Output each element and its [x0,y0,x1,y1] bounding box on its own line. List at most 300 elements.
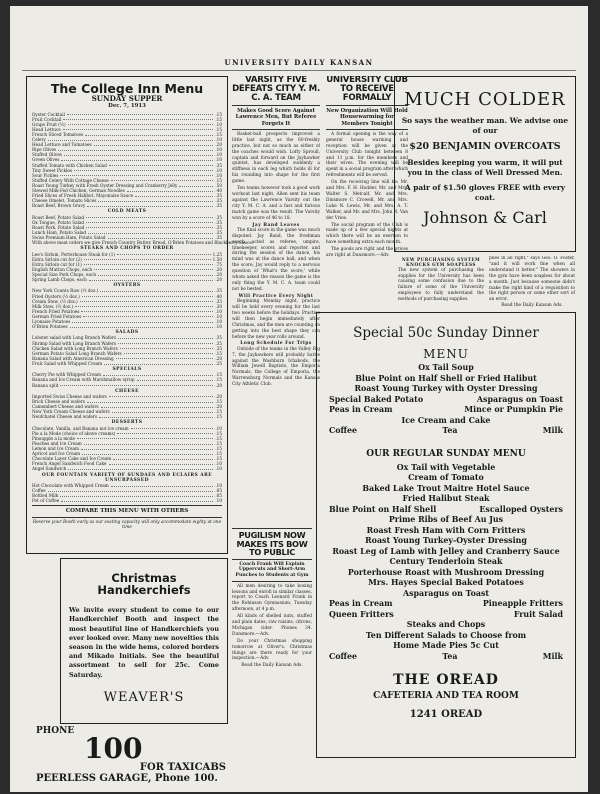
menu-item-price: .10 [215,324,222,330]
leader-dots [127,188,214,192]
menu-item-name: Swiss Premium Ham, Potato Salad [32,235,106,241]
divider [232,105,320,106]
leader-dots [70,324,214,328]
leader-dots [124,351,214,355]
menu-item-name: Fruit Cocktail [32,116,62,122]
regular-menu-heading: OUR REGULAR SUNDAY MENU [366,448,526,459]
menu-item-name: Fried Oysters (½ doz.) [32,293,80,299]
menu-item-price: .35 [215,345,222,351]
club-subhead: New Organization Will Hold Housewarming for Members Tonight [326,108,408,127]
menu-item [32,361,222,366]
divider [232,528,312,529]
dinner-item: Peas in Cream [329,599,393,608]
leader-dots [60,173,213,177]
divider [32,505,222,506]
leader-dots [58,147,213,151]
menu-item [32,414,222,419]
purchasing-headline: NEW PURCHASING SYSTEM KNOCKS GYM SOAPLESS [401,257,481,268]
menu-section-heading: OUR FOUNTAIN VARIETY OF SUNDAES AND ECLAIRS ARE UNSURPASSED [41,472,213,483]
leader-dots [61,498,213,502]
menu-item-price: .30 [215,303,222,309]
read-kansan-ads: Read the Daily Kansan Ads. [241,663,303,669]
johnson-carl-signature: Johnson & Carl [423,208,547,227]
menu-item-name: Celery [32,137,46,143]
dinner-item: Asparagus on Toast [476,394,563,404]
menu-item-price: .10 [215,466,222,472]
menu-item-price: .10 [215,152,222,158]
paragraph: Ten teams however took a good work workout last night. Allen sent his team against the Lawrence Varsity out the city Y. M. C. A. and a fast and furious match game was the result. The Varsity won by a score of 46 to 18. [232,186,320,221]
leader-dots [131,426,214,430]
masthead: UNIVERSITY DAILY KANSAN [22,58,576,71]
leader-dots [74,168,213,172]
menu-item-name: Pot of Coffee [32,498,60,504]
dinner-item: Peas in Cream [329,405,393,414]
college-inn-sections [32,111,254,504]
menu-item-name: German Fried Potatoes [32,313,82,319]
divider [232,129,320,130]
leader-dots [100,288,213,292]
menu-item-price: .35 [215,214,222,220]
leader-dots [75,304,213,308]
menu-item-price: 1.25 [212,251,222,257]
purchasing-body: The new system of purchasing the supplies for the University has been causing some confusion due to the failure of some of the University employees to fully understand the methods of purchasing supplies. [398,267,484,303]
menu-item-price: .10 [215,425,222,431]
leader-dots [86,220,213,224]
handkerchiefs-title: Christmas Handkerchiefs [97,571,191,598]
menu-item-name: Apricot and Ice Cream [32,451,81,457]
leader-dots [48,137,213,141]
leader-dots [108,235,214,239]
overcoat-offer: $20 BENJAMIN OVERCOATS [409,141,561,152]
leader-dots [64,152,214,156]
college-inn-title: The College Inn Menu [50,81,204,96]
leader-dots [63,117,213,121]
paragraph: Basket-ball prospects improved a little last night, as the 60-freshly practice, but not so much as either of the coaches would wish. Lofty Sproull, captain and forward on the Jayhawker quintet, has developed suddenly a stiffness in each leg which holds ill for his rounding into shape for the first game. [232,131,320,185]
menu-item-price: .05 [215,493,222,499]
leader-dots [84,262,214,266]
dinner-item: Roast Leg of Lamb with Jelley and Cranberry Sauce [332,546,560,556]
dinner-item: Queen Fritters [329,609,394,619]
menu-item-price: .35 [215,198,222,204]
dinner-item: Cream of Tomato [408,473,484,482]
leader-dots [118,341,213,345]
dinner-item: Home Made Pies 5c Cut [393,641,499,650]
menu-item-price: .35 [215,335,222,341]
menu-item-price: .20 [215,271,222,277]
menu-item-price: .15 [215,451,222,457]
menu-item [32,203,222,208]
oread-name: THE OREAD [393,672,499,688]
divider [32,517,222,518]
menu-item-price: .20 [215,404,222,410]
leader-dots [104,361,213,365]
menu-item-name: Peaches and Ice Cream [32,440,82,446]
menu-item-name: Head Lettuce [32,126,61,132]
divider [232,559,312,560]
leader-dots [87,399,213,403]
menu-item-name: Tiny Sweet Pickles [32,167,72,173]
menu-item-price: .15 [215,372,222,378]
leader-dots [82,451,213,455]
dinner-item: Porterhouse Roast with Mushroom Dressing [347,567,545,577]
leader-dots [94,267,213,271]
leader-dots [68,466,213,470]
menu-item-price: .10 [215,121,222,127]
menu-item-name: Stewed Milk-Fed Chicken, German Noodles [32,188,125,194]
menu-item-name: Cheese Omelet, Tomato Slices [32,198,97,204]
varsity-headline: VARSITY FIVE DEFEATS CITY Y. M. C. A. TEAM [232,76,320,104]
weavers-store-name: WEAVER'S [103,689,185,705]
leader-dots [135,193,213,197]
menu-item-name: Chocolate, Vanilla, and Banana nut ice cream [32,425,129,431]
leader-dots [88,230,213,234]
menu-item-price: 1.50 [212,256,222,262]
menu-item-name: Angel Sandwich [32,466,67,472]
paragraph: The social program of the Club is made up of a few special nights at which there will be an exertion to have something extra each month. [326,222,408,246]
oread-address: 1241 OREAD [409,709,483,720]
menu-item-price: .15 [215,126,222,132]
peerless-garage: PEERLESS GARAGE, Phone 100. [36,773,218,784]
gloves-offer: A pair of $1.50 gloves FREE with every coat. [404,183,566,202]
menu-section-heading: CHEESE [115,388,139,394]
dinner-item: Fried Halibut Steak [402,494,490,503]
varsity-article [232,76,320,524]
leader-dots [84,441,214,445]
menu-section-heading: COLD MEATS [107,209,147,215]
menu-item-price: .15 [215,435,222,441]
menu-item-price: .10 [215,147,222,153]
menu-item-price: .15 [215,116,222,122]
menu-item-price: .35 [215,340,222,346]
menu-item-name: English Mutton Chops, each [32,266,93,272]
menu-item-name: Banana and Ice Cream with Marshmallow syrup [32,377,135,383]
menu-item [32,277,222,282]
dinner-item: Mrs. Hayes Special Baked Potatoes [368,578,524,587]
paragraph: The goods are right and the prices are right at Dunsmore.—Adv. [326,247,408,259]
dinner-item: Coffee [329,651,358,661]
dinner-item: Century Tenderloin Steak [389,557,503,566]
menu-item-price: .10 [215,172,222,178]
leader-dots [84,257,211,261]
menu-item-price: .35 [215,298,222,304]
leader-dots [111,483,214,487]
leader-dots [82,294,214,298]
dinner-item: Tea [442,426,458,435]
dinner-item-row [325,395,567,406]
dinner-item-row [325,599,567,610]
oread-dinner-ad [316,312,576,758]
purchasing-continued: plies in all right," says Geo. O. Foster, "and it will work fine when all understand it better." The showers in the gym have been soapless for about a month. Just because someone didn't make the right kind of a requisition to the right person or some other sort of an error. [489,256,575,303]
leader-dots [111,178,214,182]
menu-item-name: Ripe Olives [32,147,57,153]
handkerchiefs-ad [60,558,228,724]
menu-item-price: .15 [215,409,222,415]
leader-dots [77,436,213,440]
dinner-item-row [325,652,567,663]
pugilism-body [232,584,312,670]
menu-item [32,383,222,388]
menu-item-price: .20 [215,393,222,399]
menu-item [32,240,254,246]
menu-item-name: Bottled Milk [32,493,59,499]
much-colder-headline: MUCH COLDER [404,89,566,110]
leader-dots [86,225,213,229]
regular-items [325,463,567,663]
menu-item-name: French Angel Sandwich Food Cake [32,461,107,467]
taxicab-ad [36,726,226,790]
leader-dots [89,277,214,281]
menu-item-name: Cream Stew, (½ doz.) [32,298,78,304]
menu-item-name: Extra Sirloin cut for (1) [32,261,82,267]
menu-item-name: Roast Pork, Potato Salad [32,224,85,230]
much-colder-ad [394,76,576,252]
special-dinner-heading: Special 50c Sunday Dinner [353,325,539,341]
menu-item-name: Hot Chocolate with Whipped Cream [32,483,109,489]
menu-item-price: .35 [215,162,222,168]
dinner-item: Tea [442,651,458,661]
menu-item-name: Pineapple a la mode [32,435,75,441]
leader-dots [68,122,214,126]
menu-item-price: .15 [215,177,222,183]
menu-item [32,466,222,471]
purchasing-article [398,256,576,308]
leader-dots [118,335,213,339]
menu-item-name: Pie a la Mode (choice of above creams) [32,430,116,436]
menu-item-name: Oyster Cocktail [32,111,65,117]
paragraph: All men desiring to take boxing lessons and enroll in similar classes, report to Coach Leonard Frank in the Robinson Gymnasium, Tuesday afternoon, at 4 p.m. [232,583,312,613]
menu-item-price: .10 [215,308,222,314]
menu-item-name: Green Olives [32,157,60,163]
menu-section-heading: OYSTERS [113,283,141,289]
menu-section-heading: STEAKS AND CHOPS TO ORDER [80,246,174,252]
leader-dots [116,356,214,360]
newspaper-page [10,6,588,792]
leader-dots [94,142,214,146]
menu-item-name: Roast Beef, Potato Salad [32,214,85,220]
menu-item [32,324,222,329]
menu-item-price: .10 [215,157,222,163]
varsity-subhead: Makes Good Score Against Lawrence Men, But Referee Forgets It [235,108,317,127]
paragraph: On the receiving line will be: Mr. and Mrs. F. H. Hodder, Mr. and Mrs. Walter S. Metcalf, Mr. and Mrs. Dinsmore C. Crowell, Mr. and Mrs. Luke N. Lewis, Mr. and Mrs. A. T. Walker, and Mr. and Mrs. John N. Van der Vries. [326,180,408,221]
menu-item-price: .25 [215,360,222,366]
leader-dots [81,446,213,450]
leader-dots [63,127,214,131]
dinner-item: Ice Cream and Cake [401,415,491,425]
menu-item-price: .15 [215,414,222,420]
leader-dots [86,215,213,219]
leader-dots [109,394,214,398]
special-items [325,363,567,437]
pugilism-article [232,526,312,762]
menu-item-name: Stuffed Olives [32,152,62,158]
dinner-item: Coffee [329,426,358,435]
menu-section-heading: SALADS [115,330,139,336]
dinner-item: Blue Point on Half Shell or Fried Halibut [355,373,537,383]
leader-dots [85,132,213,136]
dinner-item-row [325,426,567,437]
leader-dots [83,314,213,318]
menu-item-price: .35 [215,203,222,209]
menu-item-price: .20 [215,355,222,361]
menu-item-name: Brick Cheese and wafers [32,398,85,404]
dinner-item: Roast Fresh Ham with Corn Fritters [366,525,526,535]
menu-item-price: .35 [215,288,222,294]
menu-item-name: Milk Stew, (½ doz.) [32,303,74,309]
leader-dots [109,163,213,167]
section-head: Long Schedule For Trips [240,341,312,347]
paragraph: All kinds of shelled nuts, stuffed and plain dates, raw raisins, citrons, Michigan cider. Phones 34. Dunsmore.—Adv. [232,614,312,637]
menu-item-name: New York Counts Raw (½ doz.) [32,288,99,294]
paragraph: Beginning Monday night, practice will be held every evening for the last two weeks before the holidays. Practice will then begin immediately after Christmas, and the men are counting on getting into the best shape they can before the new year rolls around. [232,299,320,340]
menu-item-name: Chicken Salad with Long Branch Wafers [32,345,118,351]
menu-item-name: Spring Lamb Chops, each [32,277,87,283]
menu-item-name: Grape Fruit (½) [32,121,66,127]
leader-dots [117,431,213,435]
taxicab-label: FOR TAXICABS [139,762,226,773]
menu-item-name: Shrimp Salad with Long Branch Wafers [32,340,117,346]
dinner-item: Blue Point on Half Shell [329,504,437,514]
menu-item-name: Neufchatel Cheese and wafers [32,414,98,420]
menu-item-name: Coffee [32,488,46,494]
menu-item-price: .05 [215,488,222,494]
menu-item-price: .10 [215,313,222,319]
dinner-item: Ox Tail Soup [418,363,474,372]
dinner-item: Steaks and Chops [406,620,486,629]
paragraph: The final score in the game was much disputed. Jay Band, the freshman coach, acted as referee, umpire, timekeeper, scorer, and reporter, and during the session of the dance, his mind was at the dance ball, and when the score, Jay would reply to a nervous question of 'What's the score,' while whom asked the reason the game is the only thing the Y. M. C. A. team could not be bested. [232,227,320,292]
menu-item-name: Fried Slices of Fresh Halibut, Mayonaise Sauce [32,193,134,199]
much-colder-body: Besides keeping you warm, it will put you in the class of Well Dressed Men. [407,158,563,177]
leader-dots [99,414,213,418]
dinner-item: Milk [542,651,563,661]
leader-dots [113,456,213,460]
much-colder-tagline: So says the weather man. We advise one of our [401,116,569,135]
read-kansan-ads: Read the Daily Kansan Ads. [501,303,563,308]
paragraph: Do your Christmas shopping tomorrow at Oliver's. Christmas things are there ready for your inspection.—Adv. [232,638,312,662]
leader-dots [101,404,214,408]
handkerchiefs-body: We invite every student to come to our Handkerchief Booth and inspect the most beautiful line of Handkerchiefs you ever looked over. Many new novelties this season in the wide hems, colored borders and Mikado Initials. See the beautiful assortment to sell for 25c. Come Saturday. [69,606,219,679]
phone-label: PHONE [36,726,75,736]
club-headline: UNIVERSITY CLUB TO RECEIVE FORMALLY [326,76,408,104]
college-inn-menu-ad [26,76,254,554]
varsity-body [232,132,320,388]
paragraph: Outside of the teams in the Valley Big 7, the Jayhawkers will probably battle against the Washburn Ichabods, the William Jewell Baptists, the Emporia Normals, the College of Emporia, the Warrensburg Normals and the Kansas City Athletic Club. [232,346,320,388]
oread-subtitle: CAFETERIA AND TEA ROOM [373,691,519,701]
leader-dots [61,157,213,161]
menu-item-name: Stuffed Celery With Cottage Cheese [32,177,109,183]
compare-banner: COMPARE THIS MENU WITH OTHERS [65,508,189,515]
menu-label: MENU [423,347,469,361]
menu-item-price: .40 [215,188,222,194]
section-head: Will Practice Every Night [238,293,314,299]
menu-item-name: French Fried Potatoes [32,308,80,314]
menu-item [32,498,222,503]
menu-item-name: Fruit Salad with Whipped Cream [32,360,103,366]
dinner-item: Roast Young Turkey-Oyster Dressing [365,536,527,545]
menu-section-heading: SPECIALS [112,367,142,373]
menu-item-name: Stuffed Tomato with Chicken Salad [32,162,107,168]
leader-dots [48,488,214,492]
menu-item-name: German Potato Salad Long Branch Wafers [32,350,122,356]
menu-item-name: Extra Sirloin cut for (2) [32,256,82,262]
menu-item-name: French Sliced Tomatoes [32,131,84,137]
leader-dots [112,409,214,413]
menu-item-name: Banana split [32,382,59,388]
leader-dots [120,346,214,350]
leader-dots [117,252,211,256]
menu-item-price: .15 [215,131,222,137]
phone-number: 100 [84,732,143,765]
leader-dots [81,309,213,313]
menu-item-price: .10 [215,318,222,324]
dinner-item: Fruit Salad [513,609,563,619]
reserve-note: Reserve your Booth early as our seating capacity will only accommodate eighty at one time [32,519,222,531]
leader-dots [103,372,213,376]
leader-dots [109,461,214,465]
leader-dots [80,299,214,303]
leader-dots [98,198,213,202]
dinner-item: Roast Young Turkey with Oyster Dressing [354,384,538,393]
leader-dots [98,272,213,276]
menu-item-price: .35 [215,229,222,235]
leader-dots [87,203,213,207]
menu-item-name: Imported Swiss Cheese and wafers [32,393,107,399]
menu-item-name: Roast Young Turkey with Fresh Oyster Dressing and Cranberry Jelly [32,182,178,188]
menu-item-price: .20 [215,277,222,283]
menu-item-price: .10 [215,498,222,504]
menu-item-name: Lyonaise Potatoes [32,318,71,324]
dinner-item: Pineapple Fritters [482,599,563,608]
leader-dots [60,383,213,387]
pugilism-subhead: Coach Frank Will Explain Uppercuts and Short-Arm Punches to Students at Gym [235,561,309,579]
dinner-item-row [325,405,567,416]
menu-item-price: .15 [215,377,222,383]
menu-item-price: .15 [215,111,222,117]
menu-item-price: .50 [215,182,222,188]
menu-item-price: .10 [215,137,222,143]
menu-item-price: .15 [215,350,222,356]
menu-item-name: Special Size Pork Chops, each [32,271,97,277]
menu-item-name: Ox Tongue, Potato Salad [32,219,85,225]
menu-item-price: .35 [215,224,222,230]
menu-item-name: New York Cream Cheese and wafers [32,409,110,415]
dinner-item-row [325,610,567,621]
dinner-item: Escalloped Oysters [479,504,563,514]
menu-item-price: .10 [215,167,222,173]
dinner-item: Ten Different Salads to Choose from [365,630,527,640]
menu-item-name: Chocolate Layer Cake and Ice Cream [32,456,112,462]
divider [232,581,312,582]
menu-item-price: .15 [215,446,222,452]
leader-dots [72,319,213,323]
college-inn-subtitle: SUNDAY SUPPER [91,94,163,104]
leader-dots [67,112,213,116]
menu-item-price: .75 [215,261,222,267]
menu-item-name: Lobster salad with Long Branch Wafers [32,335,117,341]
menu-item-price: .35 [215,193,222,199]
menu-item-name: Head Lettuce and Tomatoes [32,142,92,148]
paragraph: A formal opening is the way of a general house warming and reception will be given at the University Club tonight between 8 and 11 p.m. for the members and their wives. The evening will be spent in a social program after which refreshments will be served. [326,131,408,179]
menu-item-name: Camembert Cheese and wafers [32,404,99,410]
menu-item-name: O'Brien Potatoes [32,324,68,330]
menu-item-name: Lunch Ham, Potato Salad [32,229,87,235]
dinner-item: Milk [542,426,563,435]
dinner-item-row [325,505,567,516]
menu-item-name: Lee's Sirloin, Porterhouse Steak for (1) [32,251,116,257]
menu-item-price: .15 [215,440,222,446]
dinner-item: Mince or Pumpkin Pie [464,405,563,414]
pugilism-headline: PUGILISM NOW MAKES ITS BOW TO PUBLIC [236,530,308,558]
menu-item-name: Roast Beef, Brown Gravy [32,203,86,209]
